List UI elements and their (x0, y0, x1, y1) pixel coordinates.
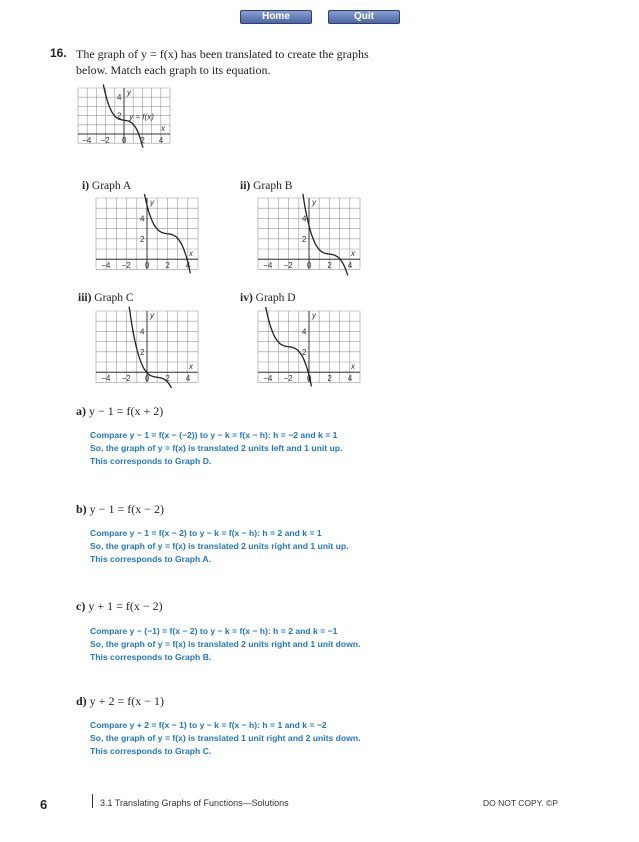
y-tick-label: 4 (302, 214, 307, 224)
x-tick-label: −4 (263, 261, 273, 271)
x-tick-label: −4 (101, 374, 111, 384)
x-tick-label: 2 (165, 261, 170, 271)
x-tick-label: 4 (185, 261, 191, 271)
part-a-solution: Compare y − 1 = f(x − (−2)) to y − k = f(x − h): h = −2 and k = 1 So, the graph of y = f(x) is translated 2 units left and 1 unit up. This corresponds to Graph D. (90, 430, 343, 466)
part-b-solution: Compare y − 1 = f(x − 2) to y − k = f(x − h): h = 2 and k = 1 So, the graph of y = f(x) is translated 2 units right and 1 unit up. This corresponds to Graph A. (90, 528, 349, 564)
y-tick-label: 2 (302, 234, 307, 244)
y-tick-label: 4 (117, 93, 122, 103)
graph-b (258, 198, 360, 279)
part-d-equation: d) y + 2 = f(x − 1) (76, 694, 164, 708)
base-graph (78, 88, 170, 153)
x-tick-label: 0 (307, 261, 312, 271)
x-tick-label: 4 (347, 261, 353, 271)
home-button[interactable]: Home (240, 10, 312, 24)
part-b-equation: b) y − 1 = f(x − 2) (76, 502, 164, 516)
y-tick-label: 2 (140, 347, 145, 357)
x-tick-label: −4 (82, 136, 92, 145)
x-axis-label: x (189, 249, 193, 259)
y-axis-label: y (312, 311, 316, 320)
x-tick-label: 2 (140, 136, 145, 145)
y-axis-label: y (312, 198, 316, 207)
y-tick-label: 4 (140, 327, 145, 337)
part-c-equation: c) y + 1 = f(x − 2) (76, 599, 163, 613)
y-axis-label: y (150, 311, 154, 320)
graph-a-label: i) Graph A (82, 180, 132, 192)
x-axis-label: x (189, 362, 193, 372)
y-axis-label: y (150, 198, 154, 207)
quit-button[interactable]: Quit (328, 10, 400, 24)
y-tick-label: 2 (140, 234, 145, 244)
footer-copyright: DO NOT COPY. ©P (483, 798, 558, 808)
x-tick-label: 4 (158, 136, 164, 145)
x-tick-label: 0 (145, 261, 150, 271)
x-tick-label: −4 (263, 374, 273, 384)
graph-b-label: ii) Graph B (240, 180, 293, 192)
part-d-solution: Compare y + 2 = f(x − 1) to y − k = f(x − h): h = 1 and k = −2 So, the graph of y = f(x) is translated 1 unit right and 2 units down. This corresponds to Graph C. (90, 720, 361, 756)
x-tick-label: −2 (283, 261, 293, 271)
part-a-equation: a) y − 1 = f(x + 2) (76, 404, 164, 418)
x-tick-label: −2 (283, 374, 293, 384)
x-tick-label: −2 (121, 261, 131, 271)
part-c-solution: Compare y − (−1) = f(x − 2) to y − k = f(x − h): h = 2 and k = −1 So, the graph of y = f(x) is translated 2 units right and 1 unit down. This corresponds to Graph B. (90, 626, 361, 662)
x-tick-label: 0 (145, 374, 150, 384)
x-tick-label: 0 (122, 136, 127, 145)
x-tick-label: 2 (327, 374, 332, 384)
footer-title: 3.1 Translating Graphs of Functions—Solutions (100, 798, 289, 808)
graph-d (258, 311, 360, 392)
x-tick-label: 2 (327, 261, 332, 271)
y-axis-label: y (127, 88, 131, 97)
y-tick-label: 4 (302, 327, 307, 337)
page-number: 6 (40, 797, 48, 812)
question-text: The graph of y = f(x) has been translated to create the graphs below. Match each graph to its equation. (76, 47, 369, 77)
graph-d-label: iv) Graph D (240, 292, 296, 304)
x-tick-label: −2 (100, 136, 110, 145)
y-tick-label: 4 (140, 214, 145, 224)
x-axis-label: x (351, 249, 355, 259)
x-tick-label: −2 (121, 374, 131, 384)
y-tick-label: 2 (117, 111, 122, 121)
x-tick-label: 4 (347, 374, 353, 384)
x-tick-label: 4 (185, 374, 191, 384)
question-number: 16. (50, 46, 67, 60)
function-label: y = f(x) (129, 112, 154, 122)
x-tick-label: 2 (165, 374, 170, 384)
graph-a (96, 198, 198, 279)
x-axis-label: x (351, 362, 355, 372)
footer-divider (92, 794, 93, 808)
graph-c (96, 311, 198, 392)
x-tick-label: 0 (307, 374, 312, 384)
graph-c-label: iii) Graph C (78, 292, 134, 304)
x-tick-label: −4 (101, 261, 111, 271)
y-tick-label: 2 (302, 347, 307, 357)
x-axis-label: x (161, 124, 165, 133)
